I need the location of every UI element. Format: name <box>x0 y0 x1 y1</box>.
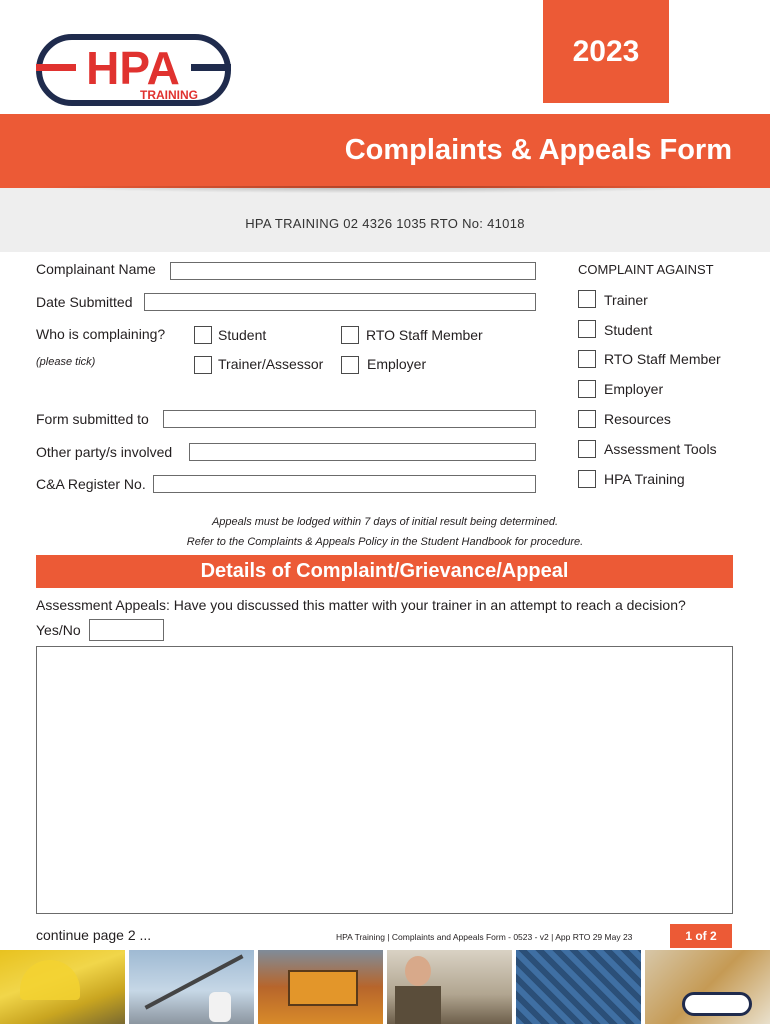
who-trainer-assessor-checkbox[interactable] <box>194 356 212 374</box>
hpa-training-logo <box>36 34 231 106</box>
against-assessment-tools-label: Assessment Tools <box>604 441 717 457</box>
document-info: HPA Training | Complaints and Appeals Form - 0523 - v2 | App RTO 29 May 23 <box>336 932 633 942</box>
other-party-field[interactable] <box>189 443 536 461</box>
complainant-name-field[interactable] <box>170 262 536 280</box>
mesh-photo <box>516 950 641 1024</box>
continue-note: continue page 2 ... <box>36 927 152 943</box>
who-student-checkbox[interactable] <box>194 326 212 344</box>
against-hpa-training-checkbox[interactable] <box>578 470 596 488</box>
against-rto-staff-checkbox[interactable] <box>578 350 596 368</box>
register-no-label: C&A Register No. <box>36 476 146 492</box>
who-student-label: Student <box>218 327 267 343</box>
details-section-heading: Details of Complaint/Grievance/Appeal <box>36 555 733 588</box>
who-employer-checkbox[interactable] <box>341 356 359 374</box>
worker-photo <box>387 950 512 1024</box>
against-assessment-tools-checkbox[interactable] <box>578 440 596 458</box>
details-textarea[interactable] <box>36 646 733 914</box>
against-hpa-training-label: HPA Training <box>604 471 685 487</box>
form-title: Complaints & Appeals Form <box>344 134 732 166</box>
against-resources-checkbox[interactable] <box>578 410 596 428</box>
machinery-photo <box>258 950 383 1024</box>
register-no-field[interactable] <box>153 475 536 493</box>
who-rto-staff-label: RTO Staff Member <box>366 327 483 343</box>
against-student-label: Student <box>604 322 653 338</box>
page-number: 1 of 2 <box>670 924 732 948</box>
assessment-appeals-question: Assessment Appeals: Have you discussed this matter with your trainer in an attempt to reach a decision? <box>36 597 686 613</box>
policy-reference-note: Refer to the Complaints & Appeals Policy in the Student Handbook for procedure. <box>186 536 584 548</box>
against-trainer-label: Trainer <box>604 292 648 308</box>
hardhats-photo <box>0 950 125 1024</box>
yes-no-field[interactable] <box>89 619 164 641</box>
against-employer-label: Employer <box>604 381 664 397</box>
against-student-checkbox[interactable] <box>578 320 596 338</box>
complaint-against-heading: COMPLAINT AGAINST <box>578 262 714 277</box>
who-complaining-label: Who is complaining? <box>36 326 166 342</box>
who-rto-staff-checkbox[interactable] <box>341 326 359 344</box>
crane-photo <box>129 950 254 1024</box>
logo-main-text: HPA <box>86 42 180 94</box>
date-submitted-field[interactable] <box>144 293 536 311</box>
please-tick-label: (please tick) <box>36 356 96 368</box>
against-rto-staff-label: RTO Staff Member <box>604 351 721 367</box>
photo-strip <box>0 950 770 1024</box>
against-employer-checkbox[interactable] <box>578 380 596 398</box>
year-badge: 2023 <box>543 0 669 103</box>
who-employer-label: Employer <box>367 356 427 372</box>
form-submitted-to-field[interactable] <box>163 410 536 428</box>
complainant-name-label: Complainant Name <box>36 261 156 277</box>
org-contact-line: HPA TRAINING 02 4326 1035 RTO No: 41018 <box>245 216 525 231</box>
appeals-deadline-note: Appeals must be lodged within 7 days of initial result being determined. <box>211 516 559 528</box>
handshake-photo <box>645 950 770 1024</box>
form-submitted-to-label: Form submitted to <box>36 411 149 427</box>
logo-sub-text: TRAINING <box>140 88 198 102</box>
who-trainer-assessor-label: Trainer/Assessor <box>218 356 324 372</box>
band-shadow <box>0 186 770 194</box>
yes-no-label: Yes/No <box>36 622 81 638</box>
against-trainer-checkbox[interactable] <box>578 290 596 308</box>
other-party-label: Other party/s involved <box>36 444 173 460</box>
against-resources-label: Resources <box>604 411 671 427</box>
date-submitted-label: Date Submitted <box>36 294 133 310</box>
